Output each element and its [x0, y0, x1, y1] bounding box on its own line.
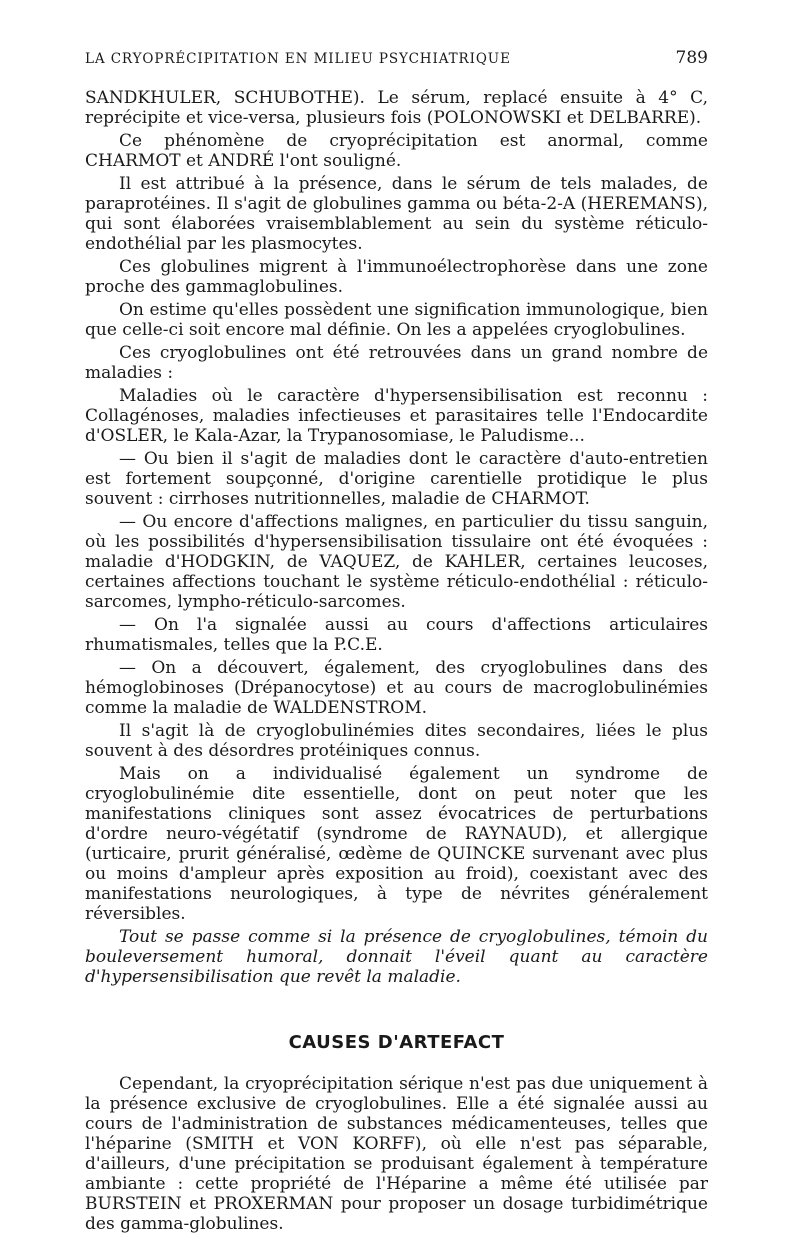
- running-header: [85, 48, 708, 68]
- paragraph: — Ou encore d'affections malignes, en particulier du tissu sanguin, où les possibilités d'hypersensibilisation tissulaire ont été évoquées : maladie d'HODGKIN, de VAQUEZ, de KAHLER, certaines leucoses, certaines affections touchant le système réticulo-endothélial : réticulo-sarcomes, lympho-réticulo-sarcomes.: [85, 512, 708, 612]
- paragraph: Il s'agit là de cryoglobulinémies dites secondaires, liées le plus souvent à des désordres protéiniques connus.: [85, 721, 708, 761]
- page-number: 789: [675, 48, 708, 68]
- paragraph: Mais on a individualisé également un syndrome de cryoglobulinémie dite essentielle, dont on peut noter que les manifestations cliniques sont assez évocatrices de perturbations d'ordre neuro-végétatif (syndrome de RAYNAUD), et allergique (urticaire, prurit généralisé, œdème de QUINCKE survenant avec plus ou moins d'ampleur après exposition au froid), coexistant avec des manifestations neurologiques, à type de névrites généralement réversibles.: [85, 764, 708, 924]
- paragraph: Ce phénomène de cryoprécipitation est anormal, comme CHARMOT et ANDRÉ l'ont souligné.: [85, 131, 708, 171]
- paragraph: Il est attribué à la présence, dans le sérum de tels malades, de paraprotéines. Il s'agit de globulines gamma ou béta-2-A (HEREMANS), qui sont élaborées vraisemblablement au sein du système réticulo-endothélial par les plasmocytes.: [85, 174, 708, 254]
- body-text: [85, 88, 708, 1237]
- running-title: LA CRYOPRÉCIPITATION EN MILIEU PSYCHIATRIQUE: [85, 51, 511, 67]
- paragraph: Maladies où le caractère d'hypersensibilisation est reconnu : Collagénoses, maladies infectieuses et parasitaires telle l'Endocardite d'OSLER, le Kala-Azar, la Trypanosomiase, le Paludisme...: [85, 386, 708, 446]
- section-paragraph: Cependant, la cryoprécipitation sérique n'est pas due uniquement à la présence exclusive de cryoglobulines. Elle a été signalée aussi au cours de l'administration de substances médicamenteuses, telles que l'héparine (SMITH et VON KORFF), où elle n'est pas séparable, d'ailleurs, d'une précipitation se produisant également à température ambiante : cette propriété de l'Héparine a même été utilisée par BURSTEIN et PROXERMAN pour proposer un dosage turbidimétrique des gamma-globulines.: [85, 1074, 708, 1234]
- paragraph: — On a découvert, également, des cryoglobulines dans des hémoglobinoses (Drépanocytose) et au cours de macroglobulinémies comme la maladie de WALDENSTROM.: [85, 658, 708, 718]
- paragraph: Ces globulines migrent à l'immunoélectrophorèse dans une zone proche des gammaglobulines.: [85, 257, 708, 297]
- paragraph: Ces cryoglobulines ont été retrouvées dans un grand nombre de maladies :: [85, 343, 708, 383]
- paragraph: — On l'a signalée aussi au cours d'affections articulaires rhumatismales, telles que la P.C.E.: [85, 615, 708, 655]
- section-heading: CAUSES D'ARTEFACT: [288, 1032, 505, 1053]
- italic-conclusion: Tout se passe comme si la présence de cryoglobulines, témoin du bouleversement humoral, donnait l'éveil quant au caractère d'hypersensibilisation que revêt la maladie.: [85, 927, 708, 987]
- paragraph: SANDKHULER, SCHUBOTHE). Le sérum, replacé ensuite à 4° C, reprécipite et vice-versa, plusieurs fois (POLONOWSKI et DELBARRE).: [85, 88, 708, 128]
- paragraph: On estime qu'elles possèdent une signification immunologique, bien que celle-ci soit encore mal définie. On les a appelées cryoglobulines.: [85, 300, 708, 340]
- paragraph: — Ou bien il s'agit de maladies dont le caractère d'auto-entretien est fortement soupçonné, d'origine carentielle protidique le plus souvent : cirrhoses nutritionnelles, maladie de CHARMOT.: [85, 449, 708, 509]
